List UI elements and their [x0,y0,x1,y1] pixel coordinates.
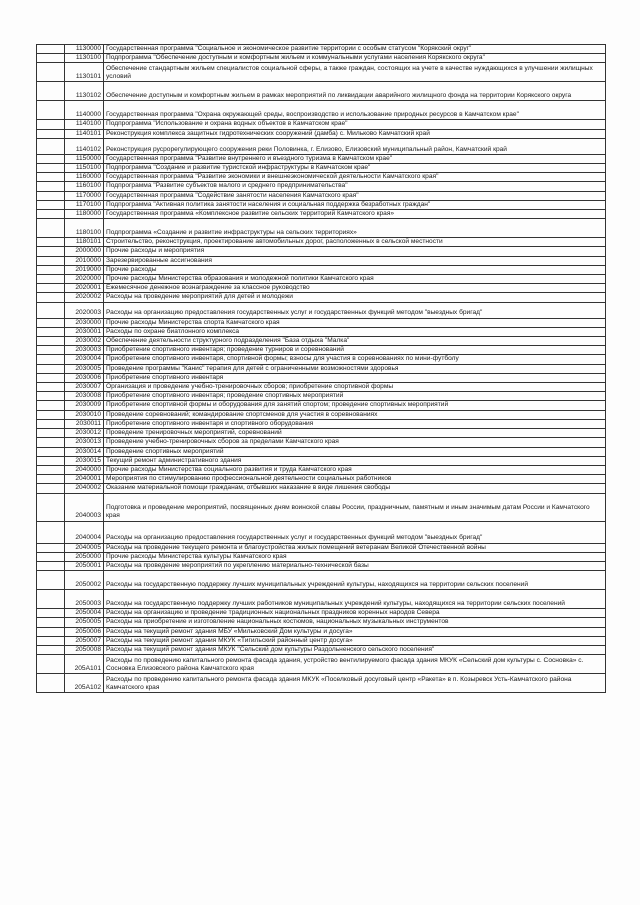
code-cell: 1140101 [65,129,104,138]
table-row [37,318,606,327]
blank-cell [37,674,65,693]
description-cell: Государственная программа "Развитие внутреннего и въездного туризма в Камчатском крае" [104,154,606,163]
blank-cell [37,645,65,654]
blank-cell [37,543,65,552]
blank-cell [37,401,65,410]
code-cell: 1130101 [65,63,104,82]
blank-cell [37,627,65,636]
code-cell: 2050005 [65,618,104,627]
code-cell: 2000000 [65,247,104,256]
table-row [37,456,606,465]
blank-cell [37,256,65,265]
description-cell: Расходы на текущий ремонт здания МКУК "Сельский дом культуры Раздольненского сельского поселения" [104,645,606,654]
code-cell: 2020002 [65,293,104,302]
table-row [37,561,606,570]
code-cell: 1170000 [65,191,104,200]
code-cell: 2030005 [65,364,104,373]
code-cell: 2050002 [65,571,104,590]
description-cell: Обеспечение доступным и комфортным жильем в рамках мероприятий по ликвидации аварийного жилищного фонда на территории Корякского округа [104,82,606,101]
blank-cell [37,383,65,392]
code-cell: 205A102 [65,674,104,693]
table-row [37,327,606,336]
description-cell: Расходы на текущий ремонт здания МБУ «Мильковский Дом культуры и досуга» [104,627,606,636]
code-cell: 2030001 [65,327,104,336]
table-row [37,247,606,256]
blank-cell [37,238,65,247]
blank-cell [37,552,65,561]
blank-cell [37,456,65,465]
description-cell: Проведение тренировочных мероприятий, соревнований [104,429,606,438]
blank-cell [37,45,65,54]
code-cell: 2030003 [65,346,104,355]
code-cell: 2020001 [65,284,104,293]
blank-cell [37,355,65,364]
blank-cell [37,182,65,191]
description-cell: Организация и проведение учебно-тренировочных сборов; приобретение спортивной формы [104,383,606,392]
code-cell: 2040001 [65,475,104,484]
table-row [37,364,606,373]
blank-cell [37,54,65,63]
table-row [37,609,606,618]
code-cell: 2030007 [65,383,104,392]
blank-cell [37,364,65,373]
code-cell: 2030008 [65,392,104,401]
table-row [37,475,606,484]
description-cell: Приобретение спортивного инвентаря; проведение спортивных мероприятий [104,392,606,401]
blank-cell [37,636,65,645]
description-cell: Приобретение спортивного инвентаря и спортивного оборудования [104,419,606,428]
code-cell: 2050000 [65,552,104,561]
table-row [37,45,606,54]
table-row [37,191,606,200]
table-row [37,392,606,401]
table-row [37,54,606,63]
blank-cell [37,219,65,238]
description-cell: Государственная программа «Комплексное развитие сельских территорий Камчатского края» [104,210,606,219]
table-row [37,484,606,493]
description-cell: Расходы на проведение текущего ремонта и благоустройства жилых помещений ветеранам Великой Отечественной войны [104,543,606,552]
code-cell: 2020003 [65,302,104,318]
code-cell: 2030014 [65,447,104,456]
blank-cell [37,101,65,120]
blank-cell [37,191,65,200]
blank-cell [37,293,65,302]
table-row [37,465,606,474]
blank-cell [37,655,65,674]
blank-cell [37,484,65,493]
code-cell: 1130100 [65,54,104,63]
blank-cell [37,561,65,570]
code-cell: 1160000 [65,173,104,182]
code-cell: 2030012 [65,429,104,438]
description-cell: Государственная программа "Развитие экономики и внешнеэкономической деятельности Камчатского края" [104,173,606,182]
code-cell: 2040002 [65,484,104,493]
description-cell: Обеспечение стандартным жильем специалистов социальной сферы, а также граждан, состоящих на учете в качестве нуждающихся в улучшении жилищных условий [104,63,606,82]
description-cell: Оказание материальной помощи гражданам, отбывших наказание в виде лишения свободы [104,484,606,493]
description-cell: Реконструкция русрорегулирующего сооружения реки Половинка, г. Елизово, Елизовский муниципальный район, Камчатский край [104,138,606,154]
code-cell: 2030010 [65,410,104,419]
description-cell: Приобретение спортивного инвентаря [104,373,606,382]
table-row [37,493,606,521]
blank-cell [37,120,65,129]
description-cell: Расходы на организацию и проведение традиционных национальных праздников коренных народов Севера [104,609,606,618]
table-row [37,636,606,645]
blank-cell [37,493,65,521]
code-cell: 2019000 [65,265,104,274]
table-row [37,373,606,382]
blank-cell [37,82,65,101]
code-cell: 2030009 [65,401,104,410]
code-cell: 1140100 [65,120,104,129]
description-cell: Строительство, реконструкция, проектирование автомобильных дорог, расположенных в сельской местности [104,238,606,247]
blank-cell [37,419,65,428]
blank-cell [37,392,65,401]
table-row [37,293,606,302]
description-cell: Проведение программы "Канис" терапия для детей с ограниченными возможностями здоровья [104,364,606,373]
table-row [37,120,606,129]
code-cell: 1180000 [65,210,104,219]
blank-cell [37,447,65,456]
description-cell: Прочие расходы [104,265,606,274]
description-cell: Приобретение спортивного инвентаря; проведение турниров и соревнований [104,346,606,355]
blank-cell [37,327,65,336]
table-row [37,337,606,346]
code-cell: 2020000 [65,275,104,284]
description-cell: Прочие расходы и мероприятия [104,247,606,256]
code-cell: 2050004 [65,609,104,618]
code-cell: 2030011 [65,419,104,428]
table-row [37,219,606,238]
description-cell: Приобретение спортивной формы и оборудования для занятий спортом; проведение спортивных мероприятий [104,401,606,410]
description-cell: Проведение соревнований; командирование спортсменов для участия в соревнованиях [104,410,606,419]
table-row [37,82,606,101]
blank-cell [37,410,65,419]
description-cell: Государственная программа "Содействие занятости населения Камчатского края" [104,191,606,200]
code-cell: 1130102 [65,82,104,101]
table-row [37,346,606,355]
table-row [37,543,606,552]
description-cell: Ежемесячное денежное вознаграждение за классное руководство [104,284,606,293]
code-cell: 1150100 [65,164,104,173]
table-row [37,645,606,654]
table-row [37,674,606,693]
code-cell: 2050008 [65,645,104,654]
description-cell: Приобретение спортивного инвентаря, спортивной формы; взносы для участия в соревнованиях по мини-футболу [104,355,606,364]
code-cell: 2030006 [65,373,104,382]
description-cell: Расходы на государственную поддержку лучших работников муниципальных учреждений культуры, находящихся на территории сельских поселений [104,590,606,609]
blank-cell [37,173,65,182]
code-cell: 1150000 [65,154,104,163]
code-cell: 1160100 [65,182,104,191]
code-cell: 2040004 [65,521,104,543]
description-cell: Проведение учебно-тренировочных сборов за пределами Камчатского края [104,438,606,447]
description-cell: Расходы на текущий ремонт здания МКУК «Тигильский районный центр досуга» [104,636,606,645]
blank-cell [37,346,65,355]
blank-cell [37,475,65,484]
blank-cell [37,618,65,627]
table-body [37,45,606,693]
blank-cell [37,590,65,609]
blank-cell [37,210,65,219]
blank-cell [37,200,65,209]
table-row [37,265,606,274]
table-row [37,256,606,265]
code-cell: 2040005 [65,543,104,552]
description-cell: Зарезервированные ассигнования [104,256,606,265]
blank-cell [37,154,65,163]
table-row [37,410,606,419]
description-cell: Подпрограмма "Использование и охрана водных объектов в Камчатском крае" [104,120,606,129]
code-cell: 2030004 [65,355,104,364]
blank-cell [37,63,65,82]
code-cell: 1180101 [65,238,104,247]
description-cell: Прочие расходы Министерства спорта Камчатского края [104,318,606,327]
code-cell: 2030015 [65,456,104,465]
description-cell: Подпрограмма "Развитие субъектов малого и среднего предпринимательства" [104,182,606,191]
table-row [37,200,606,209]
description-cell: Расходы на проведение мероприятий по укреплению материально-технической базы [104,561,606,570]
table-row [37,383,606,392]
description-cell: Проведение спортивных мероприятий [104,447,606,456]
description-cell: Государственная программа "Социальное и экономическое развитие территории с особым статусом "Корякский округ" [104,45,606,54]
code-cell: 2030000 [65,318,104,327]
blank-cell [37,275,65,284]
description-cell: Подпрограмма "Обеспечение доступным и комфортным жильем и коммунальными услугами населения Корякского округа" [104,54,606,63]
table-row [37,238,606,247]
blank-cell [37,465,65,474]
table-row [37,438,606,447]
code-cell: 1140102 [65,138,104,154]
table-row [37,618,606,627]
code-cell: 2010000 [65,256,104,265]
code-cell: 2040000 [65,465,104,474]
blank-cell [37,429,65,438]
description-cell: Реконструкция комплекса защитных гидротехнических сооружений (дамба) с. Мильково Камчатский край [104,129,606,138]
code-cell: 1140000 [65,101,104,120]
description-cell: Расходы на организацию предоставления государственных услуг и государственных функций методом "выездных бригад" [104,302,606,318]
table-row [37,154,606,163]
description-cell: Расходы по проведению капитального ремонта фасада здания МКУК «Поселковый досуговый центр «Ракета» в п. Козыревск Усть-Камчатского района Камчатского края [104,674,606,693]
blank-cell [37,302,65,318]
description-cell: Расходы на государственную поддержку лучших муниципальных учреждений культуры, находящихся на территории сельских поселений [104,571,606,590]
code-cell: 1170100 [65,200,104,209]
description-cell: Прочие расходы Министерства образования и молодежной политики Камчатского края [104,275,606,284]
budget-code-table [36,44,606,693]
blank-cell [37,337,65,346]
table-row [37,275,606,284]
code-cell: 1180100 [65,219,104,238]
description-cell: Прочие расходы Министерства социального развития и труда Камчатского края [104,465,606,474]
table-row [37,129,606,138]
table-row [37,302,606,318]
table-row [37,571,606,590]
table-row [37,138,606,154]
table-row [37,552,606,561]
table-row [37,173,606,182]
blank-cell [37,284,65,293]
description-cell: Подпрограмма "Создание и развитие туристской инфраструктуры в Камчатском крае" [104,164,606,173]
table-row [37,355,606,364]
blank-cell [37,521,65,543]
code-cell: 2040003 [65,493,104,521]
table-row [37,284,606,293]
description-cell: Расходы по охране биатлонного комплекса [104,327,606,336]
code-cell: 2030013 [65,438,104,447]
table-row [37,401,606,410]
code-cell: 205A101 [65,655,104,674]
description-cell: Расходы на проведение мероприятий для детей и молодежи [104,293,606,302]
description-cell: Подготовка и проведение мероприятий, посвященных дням воинской славы России, праздничным, памятным и иным значимым датам России и Камчатского края [104,493,606,521]
blank-cell [37,318,65,327]
code-cell: 1130000 [65,45,104,54]
description-cell: Расходы на приобретение и изготовление национальных костюмов, национальных музыкальных инструментов [104,618,606,627]
code-cell: 2050007 [65,636,104,645]
code-cell: 2050003 [65,590,104,609]
table-row [37,101,606,120]
blank-cell [37,138,65,154]
table-row [37,182,606,191]
table-row [37,164,606,173]
code-cell: 2050001 [65,561,104,570]
description-cell: Мероприятия по стимулированию профессиональной деятельности социальных работников [104,475,606,484]
blank-cell [37,164,65,173]
description-cell: Обеспечение деятельности структурного подразделения "База отдыха "Малка" [104,337,606,346]
description-cell: Прочие расходы Министерства культуры Камчатского края [104,552,606,561]
blank-cell [37,438,65,447]
blank-cell [37,129,65,138]
code-cell: 2050006 [65,627,104,636]
blank-cell [37,247,65,256]
table-row [37,210,606,219]
description-cell: Расходы по проведению капитального ремонта фасада здания, устройство вентилируемого фасада здания МКУК «Сельский дом культуры с. Сосновка» с. Сосновка Елизовского района Камчатского края [104,655,606,674]
description-cell: Подпрограмма «Создание и развитие инфраструктуры на сельских территориях» [104,219,606,238]
table-row [37,419,606,428]
table-row [37,63,606,82]
code-cell: 2030002 [65,337,104,346]
table-row [37,429,606,438]
table-row [37,655,606,674]
table-row [37,627,606,636]
blank-cell [37,373,65,382]
description-cell: Подпрограмма "Активная политика занятости населения и социальная поддержка безработных граждан" [104,200,606,209]
blank-cell [37,571,65,590]
description-cell: Расходы на организацию предоставления государственных услуг и государственных функций методом "выездных бригад" [104,521,606,543]
blank-cell [37,265,65,274]
description-cell: Государственная программа "Охрана окружающей среды, воспроизводство и использование природных ресурсов в Камчатском крае" [104,101,606,120]
table-row [37,447,606,456]
table-row [37,590,606,609]
description-cell: Текущий ремонт административного здания [104,456,606,465]
blank-cell [37,609,65,618]
table-row [37,521,606,543]
